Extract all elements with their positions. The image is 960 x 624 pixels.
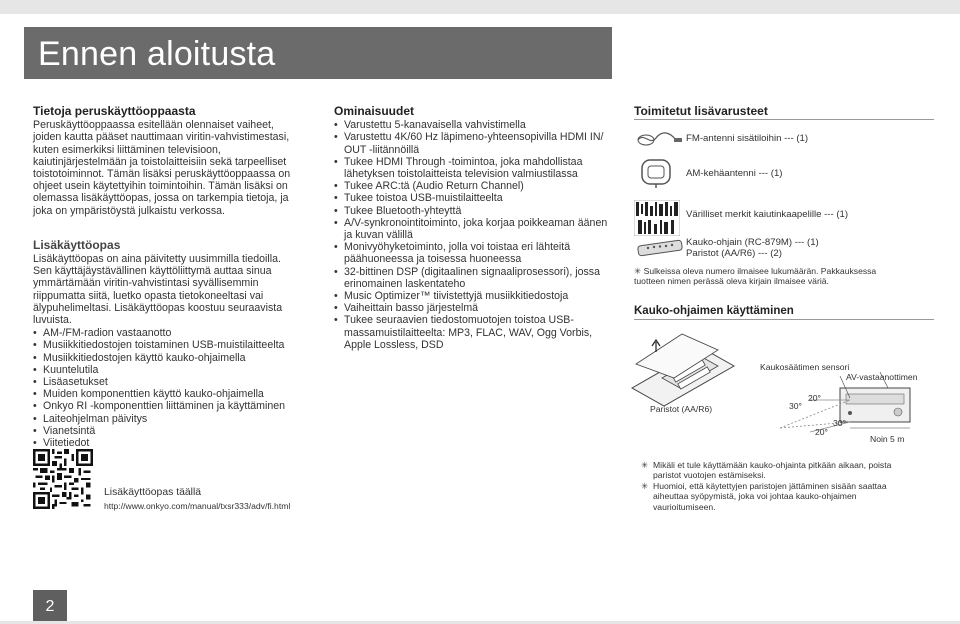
accessory-batteries: Paristot (AA/R6) --- (2) — [686, 248, 782, 259]
list-item: • Tukee Bluetooth-yhteyttä — [334, 205, 610, 217]
heading-accessories: Toimitetut lisävarusteet — [634, 104, 768, 118]
guide-label: Lisäkäyttöopas täällä — [104, 487, 202, 498]
feature-list — [334, 119, 610, 351]
am-loop-antenna-icon — [636, 157, 676, 189]
list-item: • Vianetsintä — [33, 425, 298, 437]
list-item: • Vaiheittain basso järjestelmä — [334, 302, 610, 314]
note-asterisk-icon: ✳ — [641, 480, 649, 491]
divider — [634, 319, 934, 320]
list-item: • Musiikkitiedostojen käyttö kauko-ohjaimella — [33, 352, 298, 364]
note-corrosion — [641, 481, 906, 512]
title-bar — [24, 27, 612, 79]
accessory-fm-antenna: FM-antenni sisätiloihin --- (1) — [686, 133, 809, 144]
list-item: • Muiden komponenttien käyttö kauko-ohjaimella — [33, 388, 298, 400]
list-item: • Music Optimizer™ tiivistettyjä musiikkitiedostoja — [334, 290, 610, 302]
list-item: • Monivyöhyketoiminto, jolla voi toistaa eri lähteitä päähuoneessa ja toisessa huoneessa — [334, 241, 610, 265]
list-item: • Viitetiedot — [33, 437, 298, 449]
heading-remote-usage: Kauko-ohjaimen käyttäminen — [634, 305, 794, 317]
column-guide-info — [33, 105, 298, 449]
sensor-label: Kaukosäätimen sensori — [760, 362, 850, 372]
column-accessories — [634, 105, 934, 126]
notes-batteries — [641, 460, 906, 512]
note-remove-batteries — [641, 460, 906, 481]
list-item: • Tukee toistoa USB-muistilaitteelta — [334, 192, 610, 204]
list-item: • Lisäasetukset — [33, 376, 298, 388]
column-features — [334, 105, 610, 351]
note-asterisk-icon: ✳ — [641, 460, 649, 470]
list-item: • Tukee ARC:tä (Audio Return Channel) — [334, 180, 610, 192]
chapter-list — [33, 327, 298, 449]
list-item: • Tukee seuraavien tiedostomuotojen toistoa USB-massamuistilaitteelta: MP3, FLAC, WAV, Ogg Vorbis, Apple Lossless, DSD — [334, 314, 610, 351]
angle-20-bottom: 20° — [815, 427, 828, 437]
note-text: Mikäli et tule käyttämään kauko-ohjainta pitkään aikaan, poista paristot vuotojen estämiseksi. — [653, 460, 892, 481]
note-text: Huomioi, että käytettyjen paristojen jättäminen sisään saattaa aiheuttaa syöpymistä, joka voi johtaa kauko-ohjaimen vaurioitumiseen. — [653, 480, 887, 512]
heading-basic-guide: Tietoja peruskäyttöoppaasta — [33, 104, 196, 118]
speaker-labels-icon — [634, 200, 680, 236]
page-number: 2 — [33, 590, 67, 624]
remote-control-icon — [636, 237, 684, 259]
heading-advanced-guide: Lisäkäyttöopas — [33, 237, 121, 252]
basic-guide-paragraph: Peruskäyttöoppaassa esitellään olennaiset vaiheet, joiden kautta pääset nauttimaan viritin-vahvistimestasi, kuten esimerkiksi liittäminen televisioon, kaiutinjärjestelmään ja toistolaitteisiin sekä tarpeelliset toistotoiminnot. Tämän lisäksi peruskäyttöoppaassa on ohjeet usein käytettyihin toimintoihin. Tämän lisäksi on olemassa lisäkäyttöopas, jossa on tarkempia tietoja, ja joka on ympäristöystä julkaistu verkossa. — [33, 119, 291, 217]
angle-20-top: 20° — [808, 393, 821, 403]
guide-url[interactable]: http://www.onkyo.com/manual/txsr333/adv/fi.html — [104, 501, 291, 511]
list-item: • A/V-synkronointitoiminto, joka korjaa poikkeaman äänen ja kuvan välillä — [334, 217, 610, 241]
note-asterisk-icon: ✳ — [634, 266, 642, 276]
accessory-remote: Kauko-ohjain (RC-879M) --- (1) — [686, 237, 819, 248]
divider — [634, 119, 934, 120]
fm-antenna-icon — [636, 128, 684, 148]
battery-label: Paristot (AA/R6) — [650, 404, 713, 414]
list-item: • Kuuntelutila — [33, 364, 298, 376]
advanced-guide-paragraph: Lisäkäyttöopas on aina päivitetty uusimmilla tiedoilla. Sen käyttäjäystävällinen käyttöliittymä auttaa sinua ymmärtämään viritin-vahvistintasi syvällisemmin riippumatta siitä, luetko opasta tietokoneeltasi vai älypuhelimeltasi. Lisäkäyttöopas koostuu seuraavista luvuista. — [33, 253, 283, 327]
list-item: • Varustettu 5-kanavaisella vahvistimella — [334, 119, 610, 131]
note-quantity — [634, 266, 904, 287]
angle-30-bottom: 30° — [833, 418, 846, 428]
qr-code-icon[interactable] — [33, 449, 93, 509]
advanced-guide-link[interactable] — [104, 487, 290, 511]
accessory-speaker-labels: Värilliset merkit kaiutinkaapelille --- (1) — [686, 209, 849, 220]
remote-usage-section — [634, 305, 934, 326]
remote-battery-diagram — [622, 328, 740, 408]
list-item: • Musiikkitiedostojen toistaminen USB-muistilaitteelta — [33, 339, 298, 351]
list-item: • Laiteohjelman päivitys — [33, 413, 298, 425]
distance-label: Noin 5 m — [870, 434, 905, 444]
angle-30-top: 30° — [789, 401, 802, 411]
page-title: Ennen aloitusta — [38, 35, 276, 73]
list-item: • AM-/FM-radion vastaanotto — [33, 327, 298, 339]
list-item: • 32-bittinen DSP (digitaalinen signaaliprosessori), jossa erinomainen laskentateho — [334, 266, 610, 290]
list-item: • Onkyo RI -komponenttien liittäminen ja käyttäminen — [33, 400, 298, 412]
list-item: • Varustettu 4K/60 Hz läpimeno-yhteensopivilla HDMI IN/ OUT -liitännöillä — [334, 131, 610, 155]
heading-features: Ominaisuudet — [334, 104, 415, 118]
accessory-am-antenna: AM-kehäantenni --- (1) — [686, 168, 783, 179]
receiver-label: AV-vastaanottimen — [846, 372, 918, 382]
top-band — [0, 0, 960, 14]
note-text: Sulkeissa oleva numero ilmaisee lukumäärän. Pakkauksessa tuotteen nimen perässä oleva kirjain ilmaisee väriä. — [634, 266, 877, 287]
list-item: • Tukee HDMI Through -toimintoa, joka mahdollistaa lähetyksen toistolaitteista television valmiustilassa — [334, 156, 610, 180]
